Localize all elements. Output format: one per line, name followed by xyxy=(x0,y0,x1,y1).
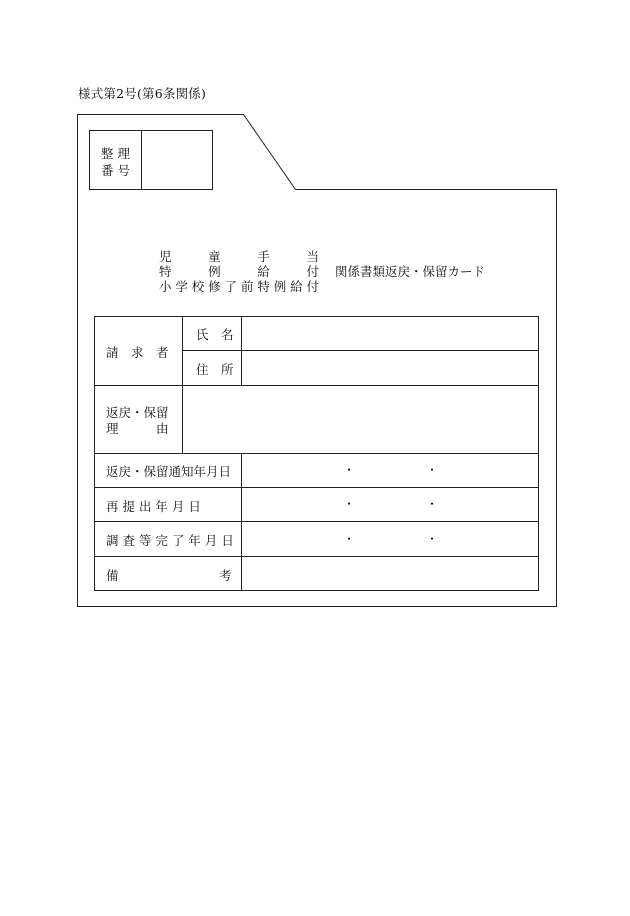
resubmit-date-field[interactable] xyxy=(243,489,537,520)
notice-date-field[interactable] xyxy=(243,455,537,486)
reason-label-line1: 返戻・保留 xyxy=(106,405,169,420)
title-card-name: 関係書類返戻・保留カード xyxy=(334,264,485,279)
seiri-bango-label-line2: 番 号 xyxy=(101,163,130,178)
date-separator-dot: ・ xyxy=(426,497,439,511)
date-separator-dot: ・ xyxy=(426,532,439,546)
date-separator-dot: ・ xyxy=(343,532,356,546)
seiri-bango-label-line1: 整 理 xyxy=(101,146,130,161)
address-label: 住 所 xyxy=(196,362,234,377)
date-separator-dot: ・ xyxy=(343,497,356,511)
date-separator-dot: ・ xyxy=(343,463,356,477)
resubmit-date-label: 再 提 出 年 月 日 xyxy=(106,499,201,514)
survey-date-label: 調 査 等 完 了 年 月 日 xyxy=(106,533,234,548)
title-tokurei-kyufu: 特 例 給 付 xyxy=(159,264,319,279)
seiri-bango-field[interactable] xyxy=(142,131,212,189)
remarks-field[interactable] xyxy=(243,558,537,589)
date-separator-dot: ・ xyxy=(426,463,439,477)
title-line-3 xyxy=(159,277,319,295)
remarks-label-left: 備 xyxy=(106,568,119,583)
reason-label-line2: 理 由 xyxy=(106,421,169,436)
notice-date-label: 返戻・保留通知年月日 xyxy=(106,464,232,479)
address-field[interactable] xyxy=(243,352,537,384)
reason-field[interactable] xyxy=(184,387,537,452)
name-label: 氏 名 xyxy=(196,327,234,342)
name-field[interactable] xyxy=(243,318,537,349)
claimant-label: 請 求 者 xyxy=(106,345,169,360)
form-number-label: 様式第2号(第6条関係) xyxy=(78,86,207,101)
survey-date-field[interactable] xyxy=(243,523,537,555)
title-shogakko-tokurei: 小学校修了前特例給付 xyxy=(159,279,319,294)
remarks-label-right: 考 xyxy=(219,568,232,583)
title-jidou-teate: 児 童 手 当 xyxy=(159,249,319,264)
